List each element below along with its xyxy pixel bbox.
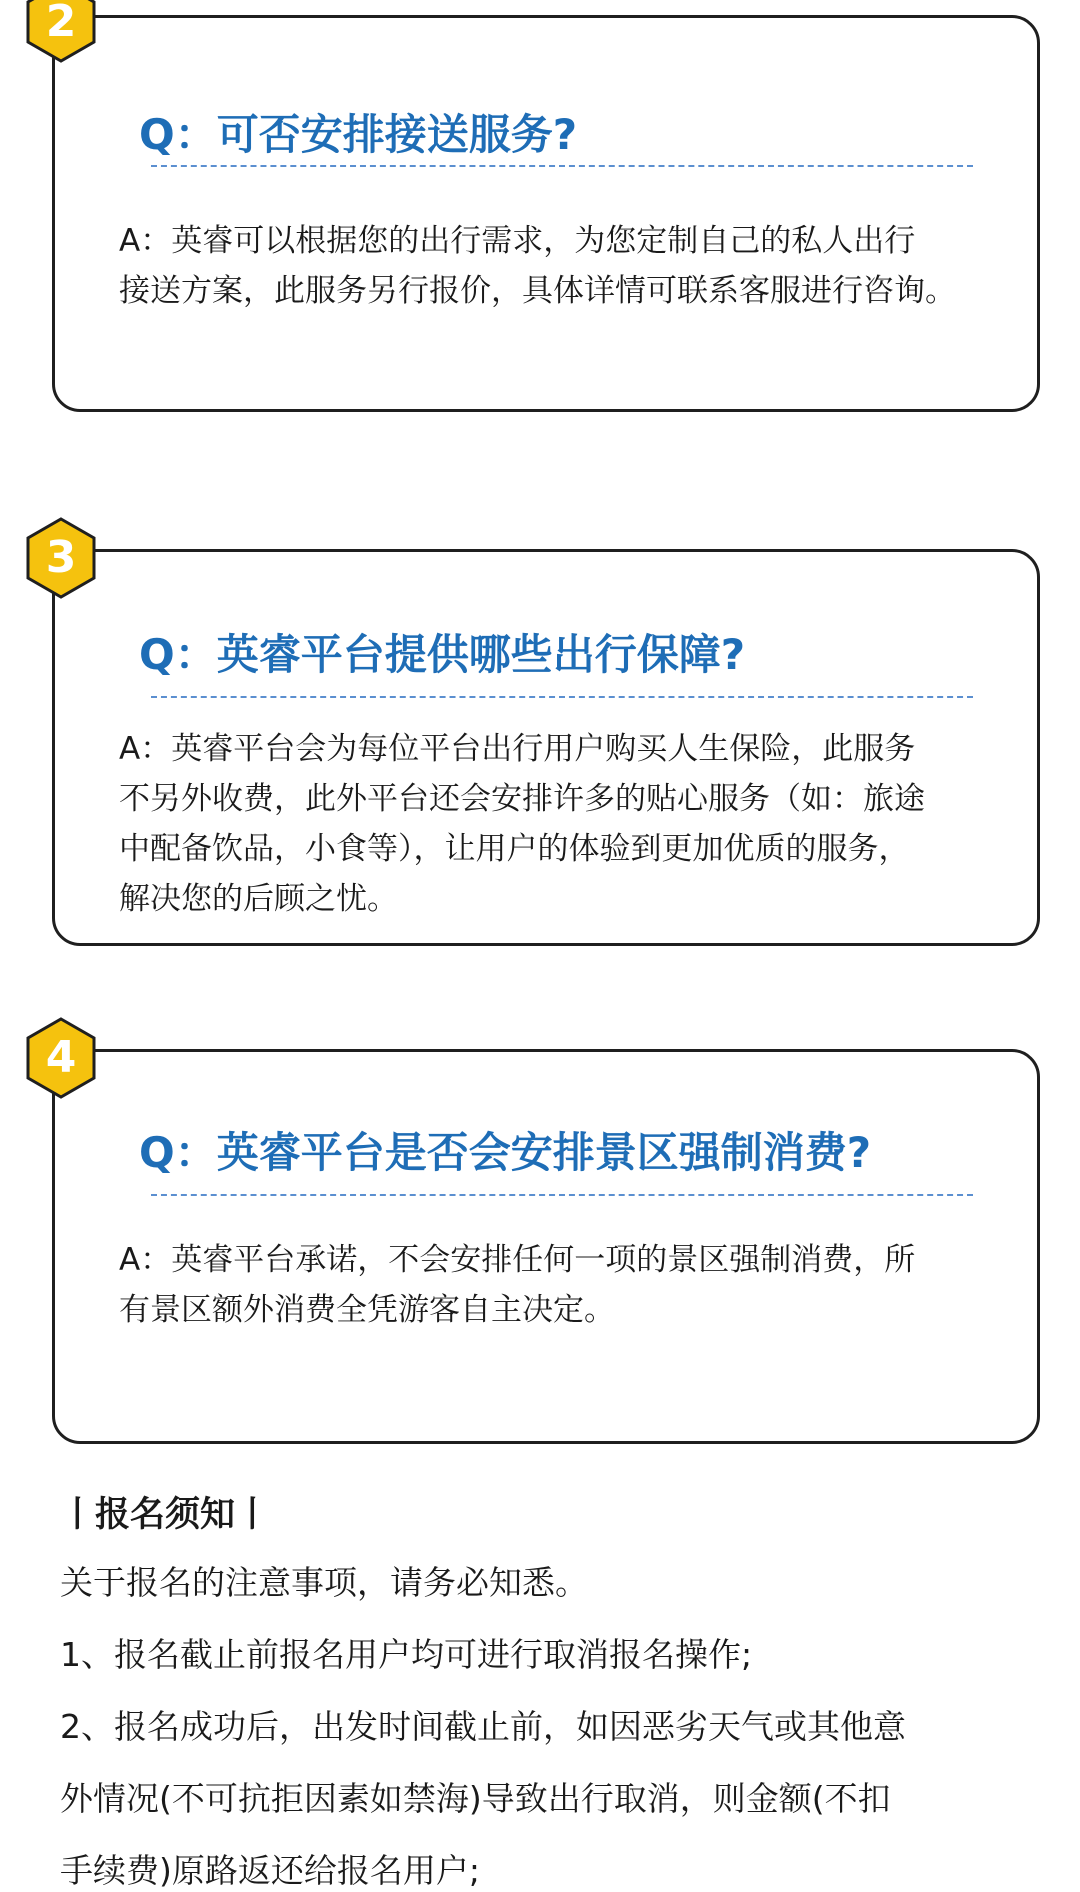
notice-line: 外情况(不可抗拒因素如禁海)导致出行取消，则金额(不扣 — [60, 1779, 891, 1818]
faq-answer — [119, 1235, 1033, 1335]
faq-question: Q：可否安排接送服务? — [139, 110, 578, 159]
faq-answer-line: 中配备饮品，小食等），让用户的体验到更加优质的服务， — [119, 831, 910, 867]
faq-number-badge — [25, 0, 97, 63]
faq-answer-line: A：英睿平台承诺，不会安排任何一项的景区强制消费，所 — [119, 1242, 916, 1278]
faq-question: Q：英睿平台提供哪些出行保障? — [139, 630, 746, 679]
faq-card-4 — [52, 1049, 1040, 1444]
notice-line: 手续费)原路返还给报名用户; — [60, 1851, 480, 1890]
faq-card-3 — [52, 549, 1040, 946]
notice-heading: 丨报名须知丨 — [60, 1495, 271, 1535]
notice-line: 1、报名截止前报名用户均可进行取消报名操作; — [60, 1635, 753, 1674]
faq-card-2 — [52, 15, 1040, 412]
faq-answer-line: 接送方案，此服务另行报价，具体详情可联系客服进行咨询。 — [119, 273, 956, 309]
faq-divider — [151, 1194, 973, 1196]
faq-question: Q：英睿平台是否会安排景区强制消费? — [139, 1128, 872, 1177]
faq-answer-line: 有景区额外消费全凭游客自主决定。 — [119, 1292, 615, 1328]
faq-divider — [151, 165, 973, 167]
faq-number-badge — [25, 1017, 97, 1099]
faq-answer-line: A：英睿可以根据您的出行需求，为您定制自己的私人出行 — [119, 223, 916, 259]
faq-divider — [151, 696, 973, 698]
faq-number: 3 — [45, 532, 77, 583]
faq-answer — [119, 724, 1033, 924]
faq-answer-line: 不另外收费，此外平台还会安排许多的贴心服务（如：旅途 — [119, 781, 925, 817]
faq-answer-line: 解决您的后顾之忧。 — [119, 881, 398, 917]
notice-intro: 关于报名的注意事项，请务必知悉。 — [60, 1563, 588, 1602]
faq-number: 2 — [45, 0, 77, 47]
faq-answer-line: A：英睿平台会为每位平台出行用户购买人生保险，此服务 — [119, 731, 916, 767]
notice-line: 2、报名成功后，出发时间截止前，如因恶劣天气或其他意 — [60, 1707, 906, 1746]
faq-answer — [119, 216, 1033, 316]
faq-number-badge — [25, 517, 97, 599]
faq-number: 4 — [45, 1032, 77, 1083]
